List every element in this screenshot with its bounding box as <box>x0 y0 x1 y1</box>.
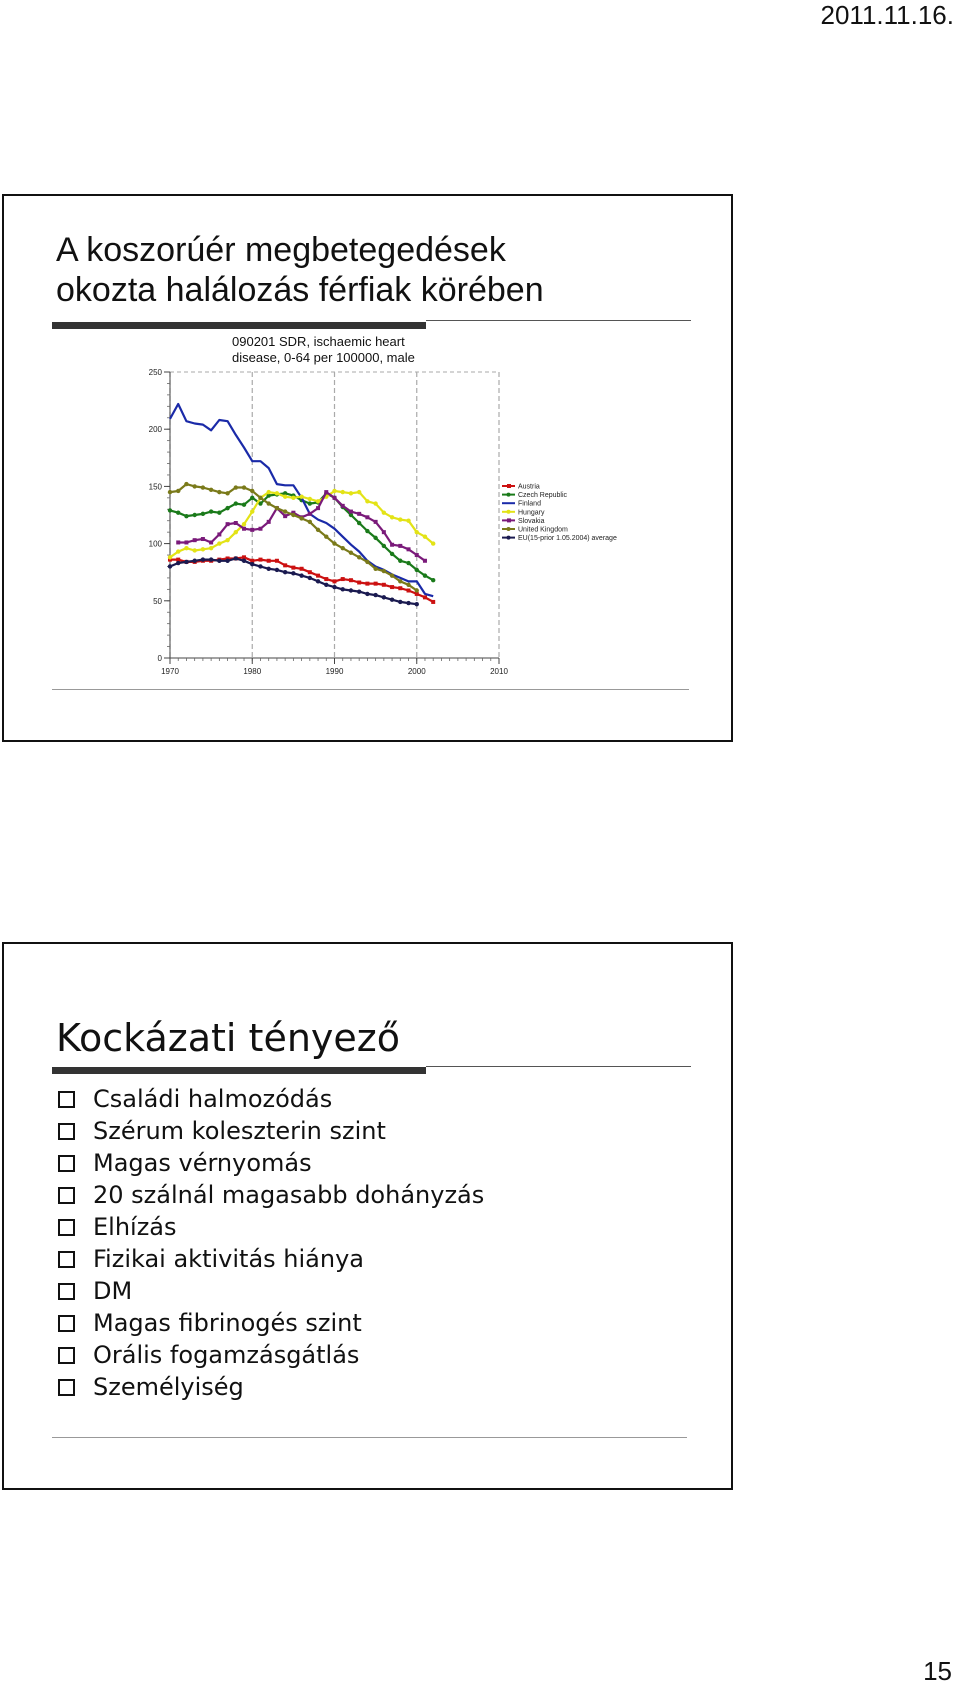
chart-axes <box>149 368 509 676</box>
data-point <box>398 544 402 548</box>
data-point <box>316 574 320 578</box>
x-tick-label: 1970 <box>161 667 179 676</box>
y-tick-label: 0 <box>157 654 162 663</box>
data-point <box>382 511 386 515</box>
data-point <box>234 530 238 534</box>
legend-marker <box>507 493 511 497</box>
slide-2-bottom-rule <box>52 1437 687 1438</box>
data-point <box>275 506 279 510</box>
data-point <box>374 520 378 524</box>
data-point <box>308 570 312 574</box>
data-point <box>333 579 337 583</box>
data-point <box>308 520 312 524</box>
data-point <box>234 521 238 525</box>
data-point <box>168 564 172 568</box>
data-point <box>398 579 402 583</box>
data-point <box>365 515 369 519</box>
data-point <box>382 544 386 548</box>
data-point <box>373 536 377 540</box>
data-point <box>242 522 246 526</box>
data-point <box>209 509 213 513</box>
data-point <box>308 501 312 505</box>
list-item-text: Magas vérnyomás <box>93 1149 312 1177</box>
data-point <box>176 549 180 553</box>
data-point <box>217 559 221 563</box>
data-point <box>423 595 427 599</box>
data-point <box>242 559 246 563</box>
data-point <box>184 540 188 544</box>
chart <box>4 196 731 740</box>
checkbox-bullet-icon <box>58 1315 75 1332</box>
data-point <box>423 535 427 539</box>
data-point <box>431 600 435 604</box>
data-point <box>431 578 435 582</box>
list-item-text: Fizikai aktivitás hiánya <box>93 1245 364 1273</box>
legend-label: Czech Republic <box>518 492 568 500</box>
data-point <box>242 485 246 489</box>
data-point <box>299 573 303 577</box>
data-point <box>242 503 246 507</box>
data-point <box>373 593 377 597</box>
data-point <box>250 562 254 566</box>
data-point <box>316 579 320 583</box>
data-point <box>398 586 402 590</box>
data-point <box>209 546 213 550</box>
x-tick-label: 1990 <box>325 667 344 676</box>
data-point <box>192 548 196 552</box>
data-point <box>382 583 386 587</box>
legend-item <box>502 518 545 525</box>
data-point <box>415 553 419 557</box>
data-point <box>349 588 353 592</box>
data-point <box>250 496 254 500</box>
legend-item <box>502 509 545 516</box>
data-point <box>234 556 238 560</box>
list-item <box>58 1339 484 1371</box>
chart-legend <box>502 484 617 543</box>
data-point <box>390 552 394 556</box>
data-point <box>423 573 427 577</box>
data-point <box>258 496 262 500</box>
legend-label: United Kingdom <box>518 526 568 534</box>
legend-item <box>502 527 568 534</box>
data-point <box>423 559 427 563</box>
checkbox-bullet-icon <box>58 1187 75 1204</box>
data-point <box>308 497 312 501</box>
data-point <box>431 541 435 545</box>
data-point <box>341 490 345 494</box>
y-tick-label: 100 <box>148 539 162 549</box>
checkbox-bullet-icon <box>58 1123 75 1140</box>
data-point <box>300 567 304 571</box>
data-point <box>209 557 213 561</box>
data-point <box>184 560 188 564</box>
legend-item <box>502 535 617 542</box>
data-point <box>406 519 410 523</box>
data-point <box>357 521 361 525</box>
data-point <box>226 522 230 526</box>
data-point <box>332 585 336 589</box>
data-point <box>365 592 369 596</box>
data-point <box>275 559 279 563</box>
list-item <box>58 1275 484 1307</box>
data-point <box>406 561 410 565</box>
data-point <box>250 489 254 493</box>
list-item-text: Személyiség <box>93 1373 244 1401</box>
data-point <box>267 559 271 563</box>
data-point <box>234 485 238 489</box>
legend-label: Austria <box>518 483 540 491</box>
data-point <box>192 484 196 488</box>
data-point <box>201 537 205 541</box>
checkbox-bullet-icon <box>58 1091 75 1108</box>
series-line <box>170 559 417 605</box>
y-tick-label: 200 <box>148 425 162 435</box>
data-point <box>209 488 213 492</box>
data-point <box>415 530 419 534</box>
x-tick-label: 2000 <box>407 667 426 676</box>
list-item-text: Orális fogamzásgátlás <box>93 1341 360 1369</box>
data-point <box>398 600 402 604</box>
data-point <box>382 530 386 534</box>
data-point <box>217 511 221 515</box>
data-point <box>184 514 188 518</box>
data-point <box>283 514 287 518</box>
data-point <box>225 538 229 542</box>
data-point <box>209 540 213 544</box>
data-point <box>357 555 361 559</box>
data-point <box>390 543 394 547</box>
legend-item <box>502 501 541 508</box>
x-tick-label: 2010 <box>490 667 508 676</box>
title-underline-thick <box>52 1067 426 1074</box>
data-point <box>390 573 394 577</box>
data-point <box>398 517 402 521</box>
checkbox-bullet-icon <box>58 1251 75 1268</box>
data-point <box>308 576 312 580</box>
data-point <box>275 491 279 495</box>
data-point <box>406 601 410 605</box>
series-line <box>170 557 433 602</box>
data-point <box>365 499 369 503</box>
data-point <box>192 559 196 563</box>
data-point <box>374 582 378 586</box>
data-point <box>415 602 419 606</box>
data-point <box>184 546 188 550</box>
data-point <box>382 569 386 573</box>
data-point <box>415 588 419 592</box>
data-point <box>267 520 271 524</box>
list-item <box>58 1115 484 1147</box>
slide-1-bottom-rule <box>52 689 689 690</box>
data-point <box>341 546 345 550</box>
title-underline-thin <box>426 1066 691 1067</box>
checkbox-bullet-icon <box>58 1379 75 1396</box>
data-point <box>176 561 180 565</box>
checkbox-bullet-icon <box>58 1347 75 1364</box>
data-point <box>333 496 337 500</box>
data-point <box>332 489 336 493</box>
data-point <box>192 513 196 517</box>
data-point <box>291 513 295 517</box>
data-point <box>365 529 369 533</box>
legend-item <box>502 492 568 499</box>
data-point <box>349 510 353 514</box>
data-point <box>201 485 205 489</box>
data-point <box>291 566 295 570</box>
data-point <box>168 508 172 512</box>
data-point <box>267 567 271 571</box>
data-point <box>365 560 369 564</box>
legend-label: Hungary <box>518 509 545 517</box>
legend-label: Finland <box>518 500 541 508</box>
data-point <box>291 496 295 500</box>
slide-1-title-line-1: A koszorúér megbetegedések <box>56 231 506 269</box>
data-point <box>283 494 287 498</box>
data-point <box>250 509 254 513</box>
chart-title-line-1: 090201 SDR, ischaemic heart <box>232 334 405 349</box>
legend-label: Slovakia <box>518 517 545 525</box>
list-item-text: Magas fibrinogés szint <box>93 1309 362 1337</box>
risk-factor-list <box>58 1083 484 1403</box>
data-point <box>242 527 246 531</box>
data-point <box>267 490 271 494</box>
list-item-text: Elhízás <box>93 1213 177 1241</box>
slide-1-title-line-2: okozta halálozás férfiak körében <box>56 271 544 309</box>
data-point <box>373 501 377 505</box>
list-item <box>58 1083 484 1115</box>
data-point <box>398 559 402 563</box>
data-point <box>357 580 361 584</box>
data-point <box>250 528 254 532</box>
legend-marker <box>507 510 511 514</box>
data-point <box>193 538 197 542</box>
data-point <box>168 490 172 494</box>
data-point <box>324 577 328 581</box>
chart-grid <box>170 372 499 658</box>
data-point <box>316 506 320 510</box>
data-point <box>357 512 361 516</box>
data-point <box>390 585 394 589</box>
list-item <box>58 1179 484 1211</box>
data-point <box>291 571 295 575</box>
data-point <box>234 501 238 505</box>
data-point <box>201 547 205 551</box>
data-point <box>258 527 262 531</box>
data-point <box>225 506 229 510</box>
legend-marker <box>507 527 511 531</box>
checkbox-bullet-icon <box>58 1283 75 1300</box>
legend-marker <box>507 536 511 540</box>
data-point <box>407 589 411 593</box>
list-item <box>58 1243 484 1275</box>
list-item <box>58 1147 484 1179</box>
y-tick-label: 150 <box>148 482 162 492</box>
list-item <box>58 1371 484 1403</box>
checkbox-bullet-icon <box>58 1219 75 1236</box>
chart-series-6 <box>168 556 419 606</box>
data-point <box>201 512 205 516</box>
data-point <box>373 567 377 571</box>
data-point <box>201 557 205 561</box>
data-point <box>267 501 271 505</box>
data-point <box>324 583 328 587</box>
legend-item <box>502 484 540 491</box>
data-point <box>299 516 303 520</box>
data-point <box>324 535 328 539</box>
data-point <box>258 564 262 568</box>
data-point <box>349 491 353 495</box>
list-item-text: Szérum koleszterin szint <box>93 1117 386 1145</box>
data-point <box>308 512 312 516</box>
legend-marker <box>507 484 511 488</box>
data-point <box>299 494 303 498</box>
data-point <box>258 558 262 562</box>
chart-title-line-2: disease, 0-64 per 100000, male <box>232 350 415 365</box>
data-point <box>390 597 394 601</box>
data-point <box>217 541 221 545</box>
list-item-text: 20 szálnál magasabb dohányzás <box>93 1181 485 1209</box>
data-point <box>217 490 221 494</box>
data-point <box>406 583 410 587</box>
page-date: 2011.11.16. <box>820 0 954 30</box>
data-point <box>341 587 345 591</box>
slide-1 <box>2 194 733 742</box>
y-tick-label: 250 <box>148 368 162 377</box>
data-point <box>184 482 188 486</box>
data-point <box>283 509 287 513</box>
legend-marker <box>507 518 511 522</box>
data-point <box>349 551 353 555</box>
list-item <box>58 1211 484 1243</box>
slide-2 <box>2 942 733 1490</box>
data-point <box>415 568 419 572</box>
data-point <box>176 489 180 493</box>
data-point <box>275 568 279 572</box>
data-point <box>341 504 345 508</box>
data-point <box>390 515 394 519</box>
data-point <box>357 490 361 494</box>
y-tick-label: 50 <box>153 596 162 606</box>
checkbox-bullet-icon <box>58 1155 75 1172</box>
data-point <box>349 578 353 582</box>
list-item <box>58 1307 484 1339</box>
chart-series-0 <box>168 555 435 604</box>
data-point <box>382 595 386 599</box>
list-item-text: Családi halmozódás <box>93 1085 333 1113</box>
data-point <box>316 528 320 532</box>
list-item-text: DM <box>93 1277 133 1305</box>
data-point <box>168 555 172 559</box>
data-point <box>407 547 411 551</box>
legend-label: EU(15-prior 1.05.2004) average <box>518 535 617 543</box>
data-point <box>225 559 229 563</box>
x-tick-label: 1980 <box>243 667 262 676</box>
page-number: 15 <box>923 1656 952 1686</box>
data-point <box>283 563 287 567</box>
data-point <box>225 491 229 495</box>
data-point <box>324 490 328 494</box>
data-point <box>357 589 361 593</box>
data-point <box>365 582 369 586</box>
data-point <box>332 541 336 545</box>
data-point <box>176 540 180 544</box>
data-point <box>176 511 180 515</box>
data-point <box>341 577 345 581</box>
data-point <box>217 532 221 536</box>
data-point <box>283 570 287 574</box>
slide-2-title: Kockázati tényező <box>56 1016 400 1060</box>
chart-series <box>168 404 436 606</box>
